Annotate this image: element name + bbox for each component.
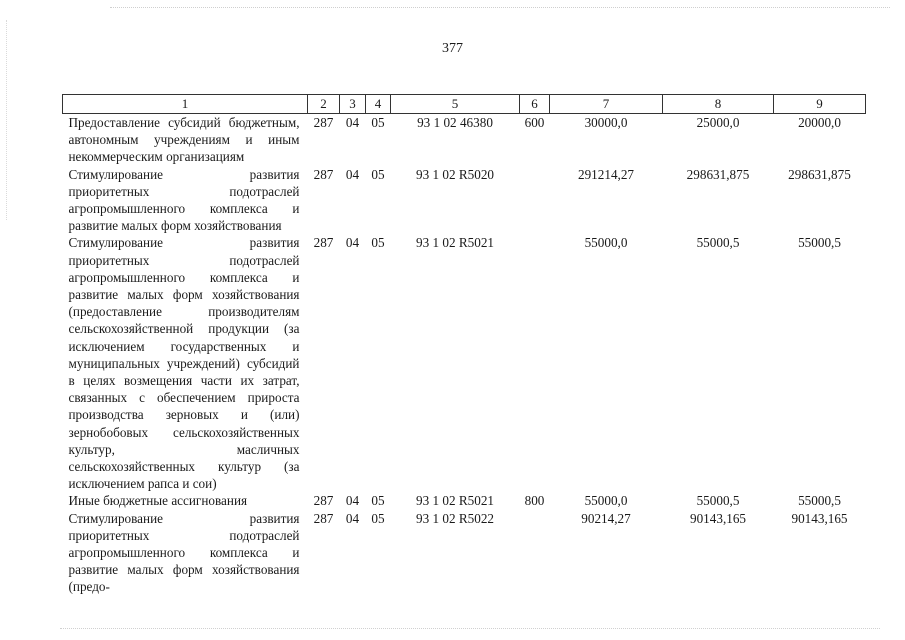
row-subsection: 05 bbox=[371, 166, 385, 182]
row-target-code: 93 1 02 R5021 bbox=[415, 235, 495, 251]
row-amount-col-8: 90143,165 bbox=[689, 510, 747, 526]
row-name: Стимулирование развития приоритетных подотраслей агропромышленного комплекса и развитие малых форм хозяйствования bbox=[68, 166, 300, 234]
row-section: 04 bbox=[345, 235, 360, 251]
row-target-code: 93 1 02 R5021 bbox=[415, 493, 495, 509]
row-amount-col-7: 291214,27 bbox=[577, 166, 635, 182]
row-admin-code: 287 bbox=[313, 510, 334, 526]
row-amount-col-9: 298631,875 bbox=[788, 166, 851, 182]
row-target-code: 93 1 02 46380 bbox=[417, 115, 493, 130]
row-name: Стимулирование развития приоритетных подотраслей агропромышленного комплекса и развитие малых форм хозяйствования (предоставление производителям сельскохозяйственной продукции (за исключением государственных и муниципальных учреждений) субсидий в целях возмещения части их затрат, связанных с обеспечением прироста производства зерновых и (или) зернобобовых сельскохозяйственных культур, масличных сельскохозяйственных культур (за исключением рапса и сои) bbox=[68, 235, 300, 492]
row-amount-col-8: 55000,5 bbox=[696, 235, 740, 251]
header-col-9: 9 bbox=[774, 95, 866, 114]
row-admin-code: 287 bbox=[313, 235, 334, 251]
row-section: 04 bbox=[345, 510, 360, 526]
header-col-3: 3 bbox=[340, 95, 366, 114]
table-row bbox=[63, 166, 866, 235]
row-section: 04 bbox=[345, 166, 360, 182]
row-amount-col-9: 20000,0 bbox=[798, 115, 841, 130]
row-subsection: 05 bbox=[371, 115, 385, 130]
header-col-2: 2 bbox=[308, 95, 340, 114]
row-subsection: 05 bbox=[371, 235, 385, 251]
header-col-4: 4 bbox=[366, 95, 391, 114]
row-admin-code: 287 bbox=[313, 166, 334, 182]
row-expense-type bbox=[520, 510, 550, 596]
row-amount-col-7: 55000,0 bbox=[584, 235, 628, 251]
row-subsection: 05 bbox=[371, 510, 385, 526]
row-amount-col-8: 25000,0 bbox=[696, 115, 740, 130]
row-admin-code: 287 bbox=[313, 493, 334, 509]
row-target-code: 93 1 02 R5020 bbox=[415, 166, 495, 182]
row-name: Стимулирование развития приоритетных подотраслей агропромышленного комплекса и развитие малых форм хозяйствования (предо- bbox=[68, 510, 300, 595]
row-name: Иные бюджетные ассигнования bbox=[68, 493, 248, 509]
table-row bbox=[63, 114, 866, 166]
row-amount-col-7: 55000,0 bbox=[584, 493, 628, 509]
row-subsection: 05 bbox=[371, 493, 385, 509]
scan-artifact-top bbox=[110, 7, 890, 9]
row-amount-col-9: 55000,5 bbox=[798, 493, 841, 509]
header-col-6: 6 bbox=[520, 95, 550, 114]
row-section: 04 bbox=[345, 115, 360, 130]
table-row bbox=[63, 234, 866, 492]
header-col-7: 7 bbox=[550, 95, 663, 114]
row-amount-col-9: 55000,5 bbox=[798, 235, 841, 251]
row-amount-col-8: 55000,5 bbox=[696, 493, 740, 509]
row-amount-col-8: 298631,875 bbox=[686, 166, 750, 182]
row-target-code: 93 1 02 R5022 bbox=[415, 510, 495, 526]
row-name: Предоставление субсидий бюджетным, автономным учреждениям и иным некоммерческим организациям bbox=[68, 115, 300, 165]
row-expense-type bbox=[520, 234, 550, 492]
row-expense-type: 600 bbox=[524, 115, 545, 130]
row-section: 04 bbox=[345, 493, 360, 509]
table-row bbox=[63, 492, 866, 509]
table-row bbox=[63, 510, 866, 596]
row-amount-col-7: 30000,0 bbox=[584, 115, 628, 130]
page-number: 377 bbox=[442, 41, 463, 56]
row-amount-col-9: 90143,165 bbox=[791, 510, 848, 526]
row-expense-type bbox=[520, 166, 550, 235]
table-header-row bbox=[63, 95, 866, 114]
row-admin-code: 287 bbox=[313, 115, 334, 130]
row-expense-type: 800 bbox=[524, 493, 545, 509]
row-amount-col-7: 90214,27 bbox=[581, 510, 631, 526]
budget-table bbox=[62, 94, 866, 596]
header-col-8: 8 bbox=[663, 95, 774, 114]
header-col-1: 1 bbox=[63, 95, 308, 114]
header-col-5: 5 bbox=[391, 95, 520, 114]
scan-artifact-bottom bbox=[60, 628, 880, 630]
